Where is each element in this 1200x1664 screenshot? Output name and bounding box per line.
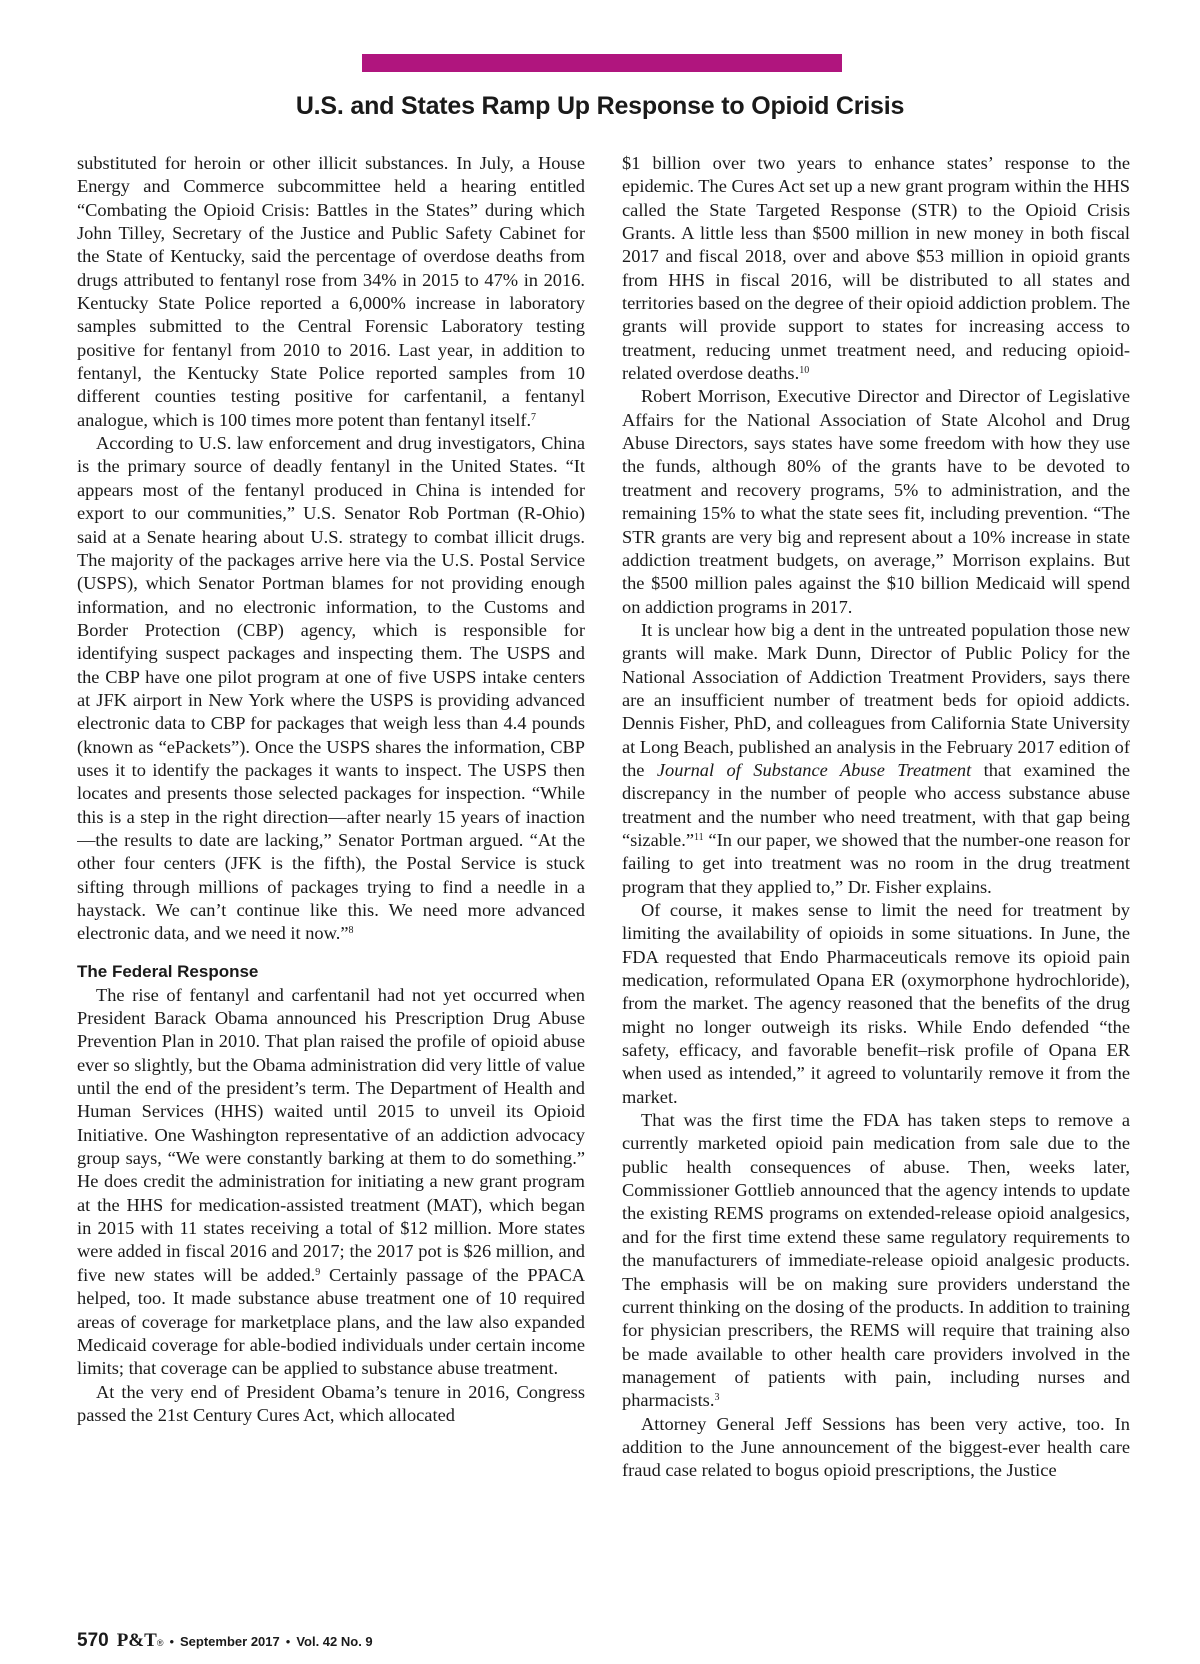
section-heading: The Federal Response <box>77 961 259 981</box>
journal-title: Journal of Substance Abuse Treatment <box>656 759 972 780</box>
issue-date: September 2017 <box>180 1634 280 1649</box>
page-number: 570 <box>77 1630 109 1651</box>
paragraph: Attorney General Jeff Sessions has been very active, too. In addition to the June announcement of the biggest-ever health care fraud case related to bogus opioid prescriptions, the Justice <box>622 1413 1130 1481</box>
paragraph: At the very end of President Obama’s tenure in 2016, Congress passed the 21st Century Cures Act, which allocated <box>77 1381 585 1425</box>
paragraph: According to U.S. law enforcement and drug investigators, China is the primary source of deadly fentanyl in the United States. “It appears most of the fentanyl produced in China is intended for export to our communities,” U.S. Senator Rob Portman (R-Ohio) said at a Senate hearing about U.S. strategy to combat illicit drugs. The majority of the packages arrive here via the U.S. Postal Service (USPS), which Senator Portman blames for not providing enough information, and no electronic information, to the Customs and Border Protection (CBP) agency, which is responsible for identifying suspect packages and inspecting them. The USPS and the CBP have one pilot program at one of five USPS intake centers at JFK airport in New York where the USPS is providing advanced electronic data to CBP for packages that weigh less than 4.4 pounds (known as “ePackets”). Once the USPS shares the information, CBP uses it to identify the packages it wants to inspect. The USPS then locates and presents those selected packages for inspection. “While this is a step in the right direction—after nearly 15 years of inaction—the results to date are lacking,” Senator Portman argued. “At the other four centers (JFK is the fifth), the Postal Service is stuck sifting through millions of packages trying to find a needle in a haystack. We can’t continue like this. We need more advanced electronic data, and we need it now.”$^8$ <box>77 433 585 944</box>
right-column <box>622 152 1130 1572</box>
paragraph: Of course, it makes sense to limit the need for treatment by limiting the availability of opioids in some situations. In June, the FDA requested that Endo Pharmaceuticals remove its opioid pain medication, reformulated Opana ER (oxymorphone hydrochloride), from the market. The agency reasoned that the benefits of the drug might no longer outweigh its risks. While Endo defended “the safety, efficacy, and favorable benefit–risk profile of Opana ER when used as intended,” it agreed to voluntarily remove it from the market. <box>622 900 1130 1107</box>
reference-superscript: 3 <box>714 1392 720 1404</box>
paragraph: That was the first time the FDA has taken steps to remove a currently marketed opioid pain medication from sale due to the public health consequences of abuse. Then, weeks later, Commissioner Gottlieb announced that the agency intends to update the existing REMS programs on extended-release opioid analgesics, and for the first time extend these same regulatory requirements to the manufacturers of immediate-release opioid analgesic products. The emphasis will be on making sure providers understand the current thinking on the dosing of the products. In addition to training for physician prescribers, the REMS will require that training also be made available to other health care providers involved in the management of patients with pain, including nurses and pharmacists.$^3$ <box>622 1110 1130 1411</box>
reference-superscript: 9 <box>315 1266 321 1278</box>
page-footer <box>77 1630 373 1652</box>
left-column <box>77 152 585 1572</box>
volume-number: Vol. 42 No. 9 <box>296 1634 373 1649</box>
reference-superscript: 7 <box>531 411 537 423</box>
paragraph: Robert Morrison, Executive Director and Director of Legislative Affairs for the National Association of State Alcohol and Drug Abuse Directors, says states have some freedom with how they use the funds, although 80% of the grants have to be devoted to treatment and recovery programs, 5% to administration, and the remaining 15% to what the state sees fit, including prevention. “The STR grants are very big and represent about a 10% increase in state addiction treatment budgets, on average,” Morrison explains. But the $500 million pales against the $10 billion Medicaid will spend on addiction programs in 2017. <box>622 386 1130 617</box>
paragraph: It is unclear how big a dent in the untreated population those new grants will make. Mark Dunn, Director of Public Policy for the National Association of Addiction Treatment Providers, says there are an insufficient number of treatment beds for opioid addicts. Dennis Fisher, PhD, and colleagues from California State University at Long Beach, published an analysis in the February 2017 edition of the Journal of Substance Abuse Treatment that examined the discrepancy in the number of people who access substance abuse treatment and the number who need treatment, with that gap being “sizable.”$^{11}$ “In our paper, we showed that the number-one reason for failing to get into treatment was no room in the drug treatment program that they applied to,” Dr. Fisher explains. <box>622 619 1130 897</box>
reference-superscript: 10 <box>799 365 810 377</box>
separator-dot: • <box>169 1634 175 1649</box>
title-accent-bar <box>362 54 842 72</box>
reference-superscript: 8 <box>348 925 354 937</box>
registered-mark: ® <box>156 1638 164 1648</box>
reference-superscript: 11 <box>693 831 704 843</box>
page-title: U.S. and States Ramp Up Response to Opioid Crisis <box>295 92 905 120</box>
journal-logo: P&T <box>116 1630 157 1651</box>
paragraph: $1 billion over two years to enhance states’ response to the epidemic. The Cures Act set up a new grant program within the HHS called the State Targeted Response (STR) to the Opioid Crisis Grants. A little less than $500 million in new money in both fiscal 2017 and fiscal 2018, over and above $53 million in opioid grants from HHS in fiscal 2016, will be distributed to all states and territories based on the degree of their opioid addiction problem. The grants will provide support to states for increasing access to treatment, reducing unmet treatment need, and reducing opioid-related overdose deaths.$^{10}$ <box>622 153 1130 384</box>
paragraph: substituted for heroin or other illicit substances. In July, a House Energy and Commerce subcommittee held a hearing entitled “Combating the Opioid Crisis: Battles in the States” during which John Tilley, Secretary of the Justice and Public Safety Cabinet for the State of Kentucky, said the percentage of overdose deaths from drugs attributed to fentanyl rose from 34% in 2015 to 47% in 2016. Kentucky State Police reported a 6,000% increase in laboratory samples submitted to the Central Forensic Laboratory testing positive for fentanyl from 2010 to 2016. Last year, in addition to fentanyl, the Kentucky State Police reported samples from 10 different counties testing positive for carfentanil, a fentanyl analogue, which is 100 times more potent than fentanyl itself.$^7$ <box>77 153 585 430</box>
paragraph: The rise of fentanyl and carfentanil had not yet occurred when President Barack Obama announced his Prescription Drug Abuse Prevention Plan in 2010. That plan raised the profile of opioid abuse ever so slightly, but the Obama administration did very little of value until the end of the president’s term. The Department of Health and Human Services (HHS) waited until 2015 to unveil its Opioid Initiative. One Washington representative of an addiction advocacy group says, “We were constantly barking at them to do something.” He does credit the administration for initiating a new grant program at the HHS for medication-assisted treatment (MAT), which began in 2015 with 11 states receiving a total of $12 million. More states were added in fiscal 2016 and 2017; the 2017 pot is $26 million, and five new states will be added.$^9$ Certainly passage of the PPACA helped, too. It made substance abuse treatment one of 10 required areas of coverage for marketplace plans, and the law also expanded Medicaid coverage for able-bodied individuals under certain income limits; that coverage can be applied to substance abuse treatment. <box>77 984 585 1379</box>
separator-dot: • <box>285 1634 291 1649</box>
